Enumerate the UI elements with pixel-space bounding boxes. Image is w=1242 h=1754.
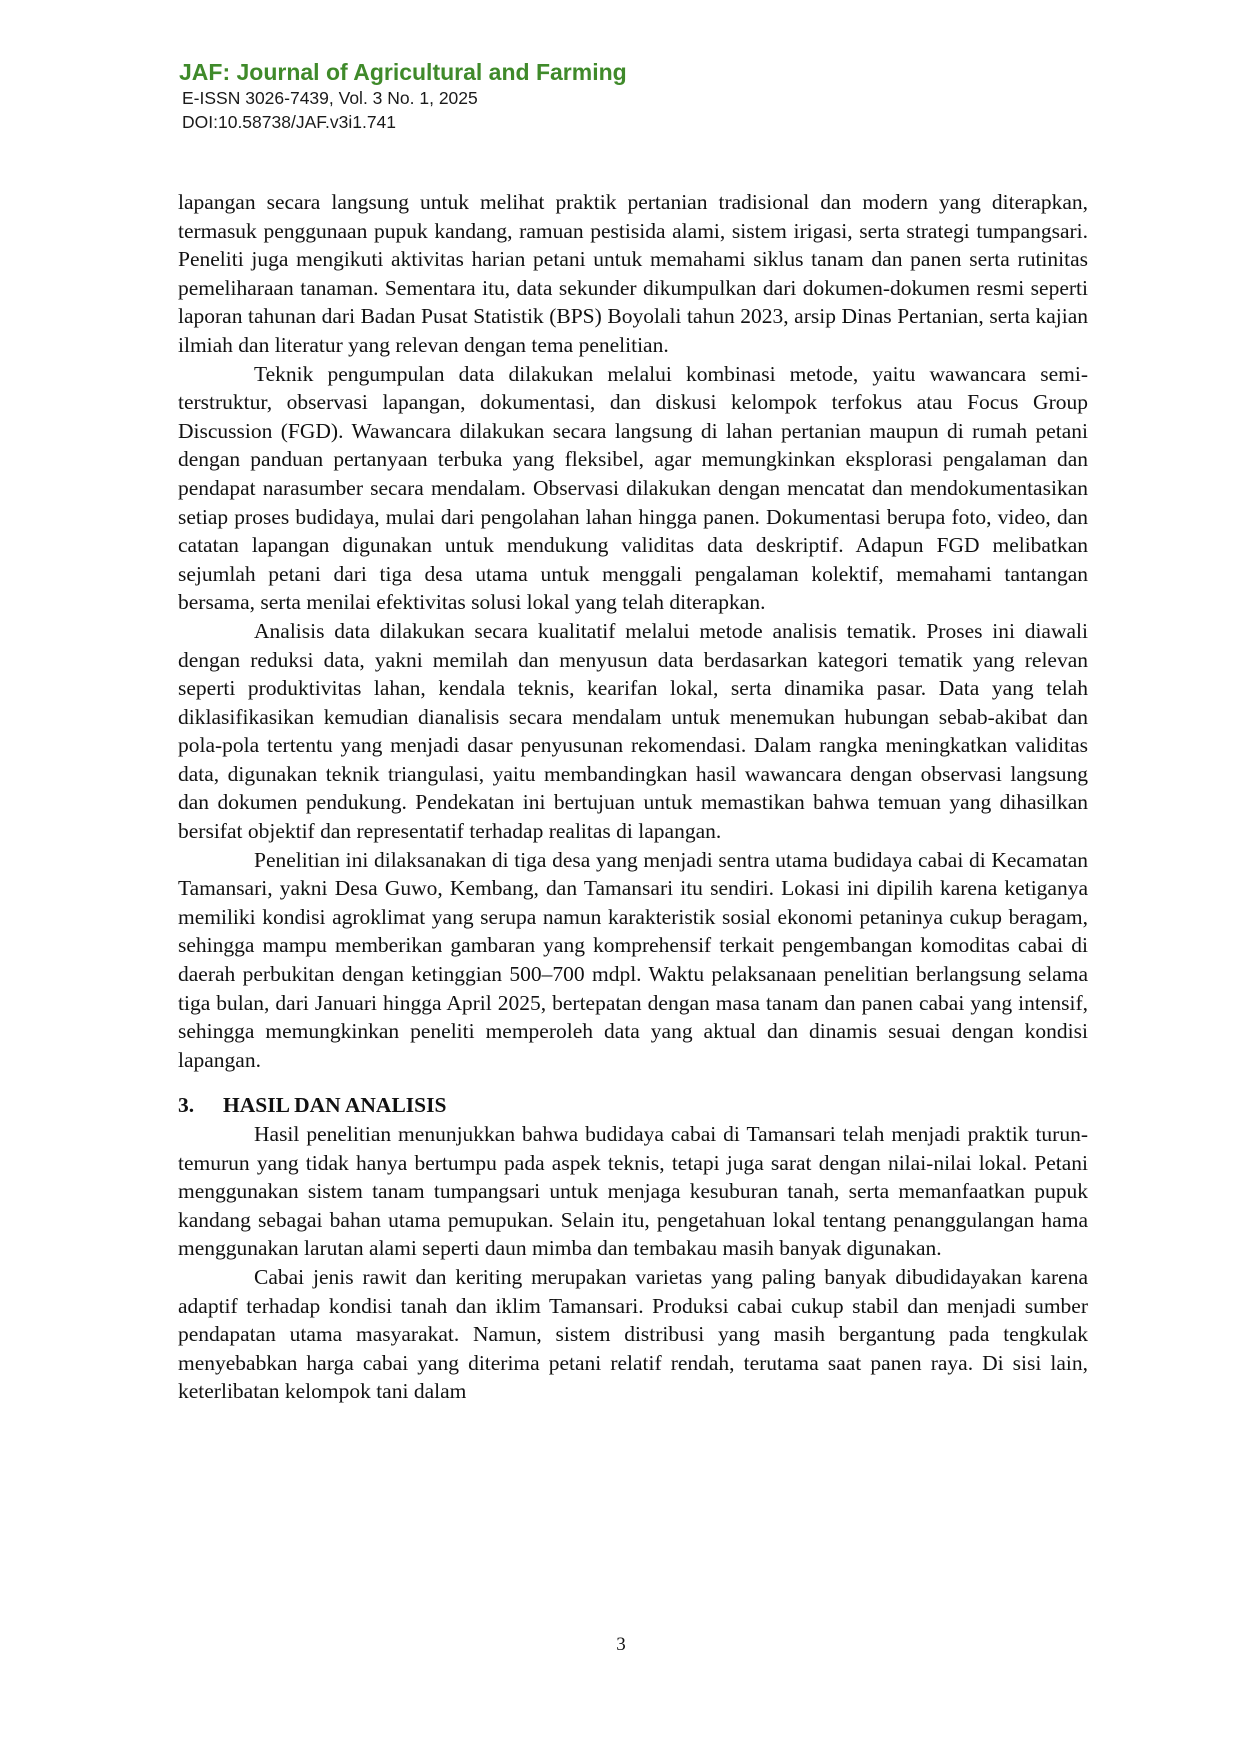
paragraph: Penelitian ini dilaksanakan di tiga desa yang menjadi sentra utama budidaya cabai di Kecamatan Tamansari, yakni Desa Guwo, Kembang, dan Tamansari itu sendiri. Lokasi ini dipilih karena ketiganya memiliki kondisi agroklimat yang serupa namun karakteristik sosial ekonomi petaninya cukup beragam, sehingga mampu memberikan gambaran yang komprehensif terkait pengembangan komoditas cabai di daerah perbukitan dengan ketinggian 500–700 mdpl. Waktu pelaksanaan penelitian berlangsung selama tiga bulan, dari Januari hingga April 2025, bertepatan dengan masa tanam dan panen cabai yang intensif, sehingga memungkinkan peneliti memperoleh data yang aktual dan dinamis sesuai dengan kondisi lapangan. [178,847,1088,1072]
journal-title: JAF: Journal of Agricultural and Farming [179,59,627,85]
section-number: 3. [178,1093,195,1118]
journal-header [179,58,627,134]
paragraph: Hasil penelitian menunjukkan bahwa budidaya cabai di Tamansari telah menjadi praktik turun-temurun yang tidak hanya bertumpu pada aspek teknis, tetapi juga sarat dengan nilai-nilai lokal. Petani menggunakan sistem tanam tumpangsari untuk menjaga kesuburan tanah, serta memanfaatkan pupuk kandang sebagai bahan utama pemupukan. Selain itu, pengetahuan lokal tentang penanggulangan hama menggunakan larutan alami seperti daun mimba dan tembakau masih banyak digunakan. [178,1122,1088,1261]
paragraph: Analisis data dilakukan secara kualitatif melalui metode analisis tematik. Proses ini diawali dengan reduksi data, yakni memilah dan menyusun data berdasarkan kategori tematik yang relevan seperti produktivitas lahan, kendala teknis, kearifan lokal, serta dinamika pasar. Data yang telah diklasifikasikan kemudian dianalisis secara mendalam untuk menemukan hubungan sebab-akibat dan pola-pola tertentu yang menjadi dasar penyusunan rekomendasi. Dalam rangka meningkatkan validitas data, digunakan teknik triangulasi, yaitu membandingkan hasil wawancara dengan observasi langsung dan dokumen pendukung. Pendekatan ini bertujuan untuk memastikan bahwa temuan yang dihasilkan bersifat objektif dan representatif terhadap realitas di lapangan. [178,618,1088,844]
section-title: HASIL DAN ANALISIS [223,1093,447,1118]
doi-line: DOI:10.58738/JAF.v3i1.741 [182,112,397,132]
issn-line: E-ISSN 3026-7439, Vol. 3 No. 1, 2025 [182,88,478,108]
page-number: 3 [616,1634,626,1655]
paragraph: Cabai jenis rawit dan keriting merupakan varietas yang paling banyak dibudidayakan karena adaptif terhadap kondisi tanah dan iklim Tamansari. Produksi cabai cukup stabil dan menjadi sumber pendapatan utama masyarakat. Namun, sistem distribusi yang masih bergantung pada tengkulak menyebabkan harga cabai yang diterima petani relatif rendah, terutama saat panen raya. Di sisi lain, keterlibatan kelompok tani dalam [178,1264,1088,1404]
section-heading [178,1091,1088,1120]
article-body [178,188,1088,1406]
paragraph: lapangan secara langsung untuk melihat praktik pertanian tradisional dan modern yang diterapkan, termasuk penggunaan pupuk kandang, ramuan pestisida alami, sistem irigasi, serta strategi tumpangsari. Peneliti juga mengikuti aktivitas harian petani untuk memahami siklus tanam dan panen serta rutinitas pemeliharaan tanaman. Sementara itu, data sekunder dikumpulkan dari dokumen-dokumen resmi seperti laporan tahunan dari Badan Pusat Statistik (BPS) Boyolali tahun 2023, arsip Dinas Pertanian, serta kajian ilmiah dan literatur yang relevan dengan tema penelitian. [178,190,1088,357]
paragraph: Teknik pengumpulan data dilakukan melalui kombinasi metode, yaitu wawancara semi-terstruktur, observasi lapangan, dokumentasi, dan diskusi kelompok terfokus atau Focus Group Discussion (FGD). Wawancara dilakukan secara langsung di lahan pertanian maupun di rumah petani dengan panduan pertanyaan terbuka yang fleksibel, agar memungkinkan eksplorasi pengalaman dan pendapat narasumber secara mendalam. Observasi dilakukan dengan mencatat dan mendokumentasikan setiap proses budidaya, mulai dari pengolahan lahan hingga panen. Dokumentasi berupa foto, video, dan catatan lapangan digunakan untuk mendukung validitas data deskriptif. Adapun FGD melibatkan sejumlah petani dari tiga desa utama untuk menggali pengalaman kolektif, memahami tantangan bersama, serta menilai efektivitas solusi lokal yang telah diterapkan. [178,361,1088,615]
